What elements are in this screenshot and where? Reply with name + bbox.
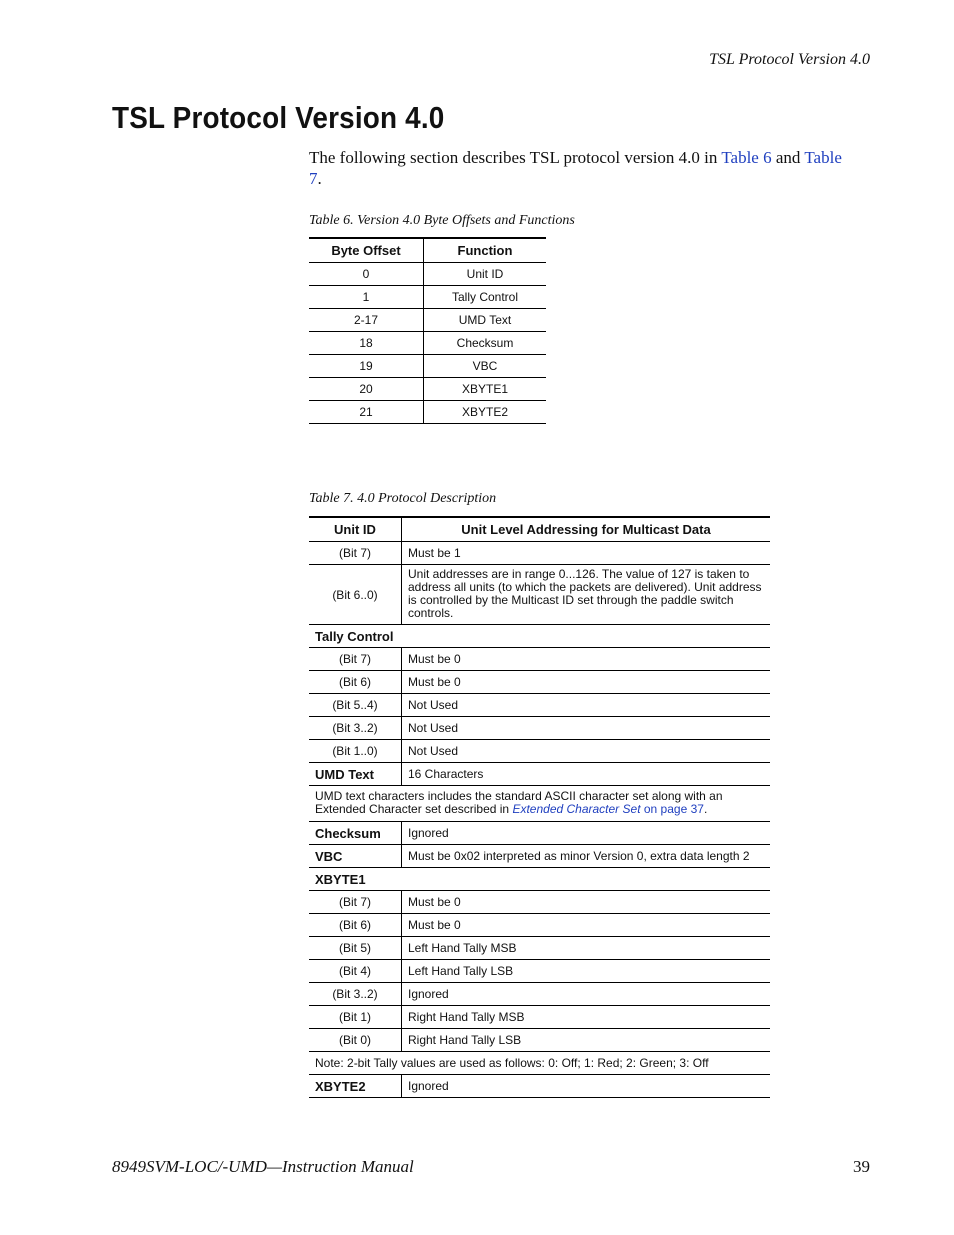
table-row [309,286,546,309]
umd-note-text: UMD text characters includes the standard ASCII character set along with an Extended Character set described in [315,789,723,816]
description-cell: Right Hand Tally MSB [402,1006,771,1029]
xbyte2-label: XBYTE2 [309,1075,402,1098]
table-row [309,891,770,914]
bit-cell: (Bit 5) [309,937,402,960]
umd-note [309,786,770,822]
table-6-link[interactable]: Table 6 [721,148,772,167]
bit-cell: (Bit 6) [309,914,402,937]
footer-page-number: 39 [853,1157,870,1176]
table-row [309,671,770,694]
bit-cell: (Bit 0) [309,1029,402,1052]
description-cell: Left Hand Tally LSB [402,960,771,983]
function-cell: XBYTE2 [424,401,547,424]
table-row [309,355,546,378]
bit-cell: (Bit 7) [309,891,402,914]
function-cell: UMD Text [424,309,547,332]
tally-note-row [309,1052,770,1075]
bit-cell: (Bit 6) [309,671,402,694]
table-7-header-addressing: Unit Level Addressing for Multicast Data [402,517,771,542]
checksum-value: Ignored [402,822,771,845]
table-7-header-row [309,517,770,542]
table-row [309,717,770,740]
description-cell: Must be 0 [402,914,771,937]
running-header: TSL Protocol Version 4.0 [709,51,870,68]
intro-paragraph [309,147,854,189]
table-7 [309,516,770,1098]
function-cell: Unit ID [424,263,547,286]
description-cell: Unit addresses are in range 0...126. The value of 127 is taken to address all units (to which the packets are delivered). Unit address is controlled by the Multicast ID set through the paddle switch controls. [402,565,771,625]
table-6-caption: Table 6. Version 4.0 Byte Offsets and Functions [309,213,575,228]
umd-text-value: 16 Characters [402,763,771,786]
table-7-caption: Table 7. 4.0 Protocol Description [309,491,497,506]
section-label: XBYTE1 [309,868,770,891]
bit-cell: (Bit 6..0) [309,565,402,625]
description-cell: Ignored [402,983,771,1006]
section-row-tally-control [309,625,770,648]
table-6-header-byte-offset: Byte Offset [309,238,424,263]
table-row [309,542,770,565]
bit-cell: (Bit 3..2) [309,717,402,740]
table-6-header-row [309,238,546,263]
table-row [309,983,770,1006]
checksum-label: Checksum [309,822,402,845]
umd-note-row [309,786,770,822]
bit-cell: (Bit 1..0) [309,740,402,763]
description-cell: Left Hand Tally MSB [402,937,771,960]
intro-text-mid: and [771,148,805,167]
page-37-link[interactable]: on page 37 [640,802,704,816]
umd-text-label: UMD Text [309,763,402,786]
bit-cell: (Bit 5..4) [309,694,402,717]
table-row [309,565,770,625]
byte-offset-cell: 19 [309,355,424,378]
section-row-xbyte1 [309,868,770,891]
byte-offset-cell: 0 [309,263,424,286]
intro-text-before: The following section describes TSL protocol version 4.0 in [309,148,722,167]
xbyte2-value: Ignored [402,1075,771,1098]
tally-note: Note: 2-bit Tally values are used as follows: 0: Off; 1: Red; 2: Green; 3: Off [309,1052,770,1075]
description-cell: Must be 0 [402,648,771,671]
table-row [309,937,770,960]
table-row [309,914,770,937]
table-row [309,332,546,355]
table-row [309,309,546,332]
intro-text-after: . [317,169,322,188]
description-cell: Must be 1 [402,542,771,565]
table-row [309,648,770,671]
function-cell: Checksum [424,332,547,355]
function-cell: Tally Control [424,286,547,309]
bit-cell: (Bit 7) [309,542,402,565]
table-6-header-function: Function [424,238,547,263]
description-cell: Not Used [402,694,771,717]
page-title: TSL Protocol Version 4.0 [112,100,445,135]
table-7-header-unit-id: Unit ID [309,517,402,542]
table-row-checksum [309,822,770,845]
byte-offset-cell: 21 [309,401,424,424]
byte-offset-cell: 2-17 [309,309,424,332]
description-cell: Not Used [402,740,771,763]
byte-offset-cell: 1 [309,286,424,309]
extended-character-set-link[interactable]: Extended Character Set [512,802,641,816]
bit-cell: (Bit 7) [309,648,402,671]
bit-cell: (Bit 1) [309,1006,402,1029]
table-row-vbc [309,845,770,868]
description-cell: Must be 0 [402,671,771,694]
description-cell: Right Hand Tally LSB [402,1029,771,1052]
section-label: Tally Control [309,625,770,648]
table-row [309,960,770,983]
vbc-value: Must be 0x02 interpreted as minor Version 0, extra data length 2 [402,845,771,868]
table-row-xbyte2 [309,1075,770,1098]
table-row [309,694,770,717]
table-row [309,401,546,424]
description-cell: Must be 0 [402,891,771,914]
description-cell: Not Used [402,717,771,740]
byte-offset-cell: 18 [309,332,424,355]
byte-offset-cell: 20 [309,378,424,401]
bit-cell: (Bit 3..2) [309,983,402,1006]
function-cell: VBC [424,355,547,378]
function-cell: XBYTE1 [424,378,547,401]
table-row [309,1006,770,1029]
umd-note-end: . [703,802,708,816]
table-7-link[interactable]: Table 7 [309,148,842,188]
table-row [309,263,546,286]
table-row-umd-text [309,763,770,786]
footer-manual-title: 8949SVM-LOC/-UMD—Instruction Manual [112,1157,414,1176]
table-row [309,378,546,401]
table-6 [309,237,546,424]
table-row [309,1029,770,1052]
bit-cell: (Bit 4) [309,960,402,983]
table-row [309,740,770,763]
vbc-label: VBC [309,845,402,868]
